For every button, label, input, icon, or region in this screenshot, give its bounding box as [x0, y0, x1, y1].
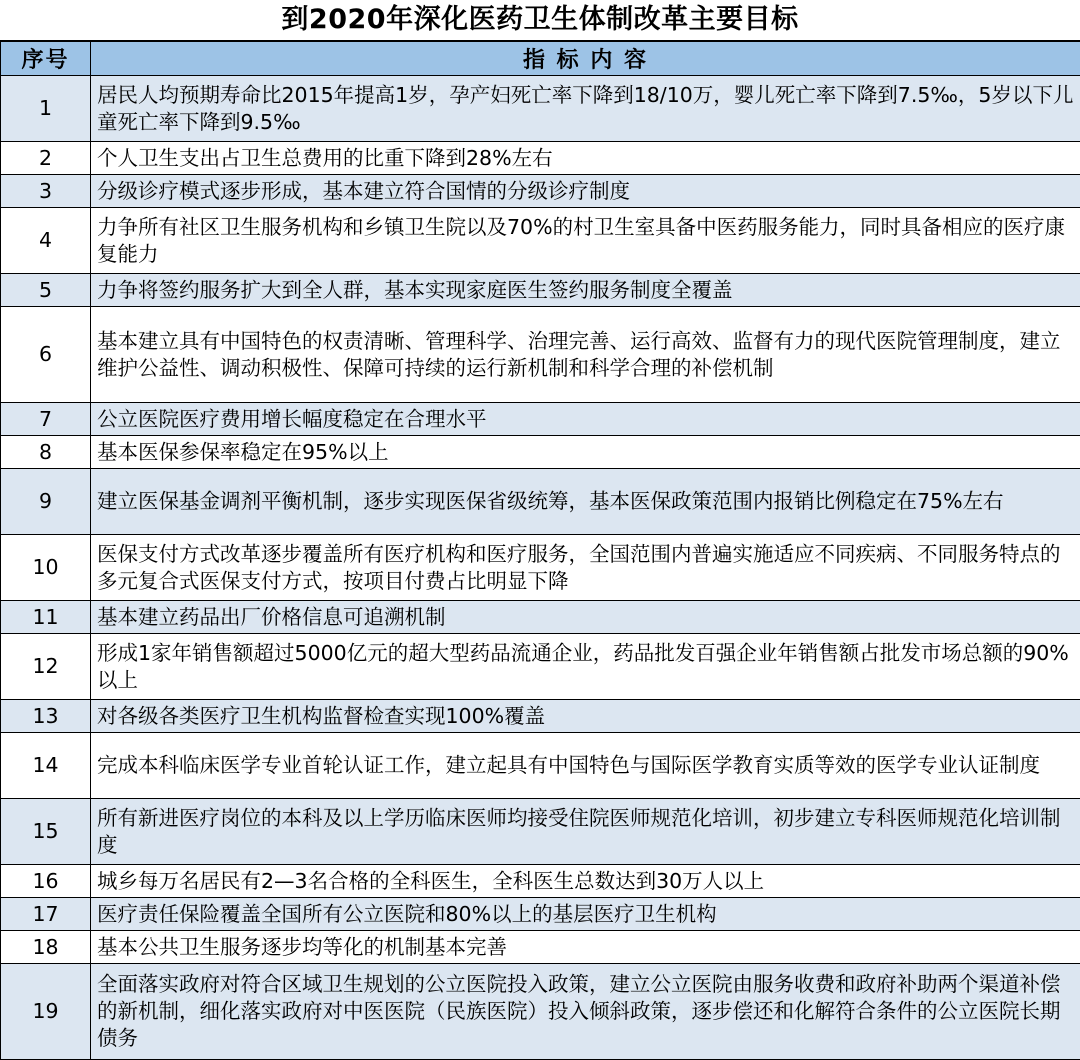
table-row: [1, 799, 1080, 865]
targets-table: [0, 41, 1080, 1060]
row-number: 9: [1, 469, 91, 535]
table-row: [1, 601, 1080, 634]
header-row: [1, 42, 1080, 76]
table-row: [1, 733, 1080, 799]
row-number: 15: [1, 799, 91, 865]
table-row: [1, 535, 1080, 601]
row-number: 1: [1, 76, 91, 142]
row-content: 所有新进医疗岗位的本科及以上学历临床医师均接受住院医师规范化培训，初步建立专科医师规范化培训制度: [91, 799, 1080, 865]
row-number: 18: [1, 931, 91, 964]
row-content: 基本医保参保率稳定在95%以上: [91, 436, 1080, 469]
row-content: 医疗责任保险覆盖全国所有公立医院和80%以上的基层医疗卫生机构: [91, 898, 1080, 931]
row-number: 12: [1, 634, 91, 700]
table-row: [1, 175, 1080, 208]
row-number: 10: [1, 535, 91, 601]
row-number: 5: [1, 274, 91, 307]
row-number: 6: [1, 307, 91, 403]
row-content: 力争所有社区卫生服务机构和乡镇卫生院以及70%的村卫生室具备中医药服务能力，同时具备相应的医疗康复能力: [91, 208, 1080, 274]
row-number: 8: [1, 436, 91, 469]
row-number: 2: [1, 142, 91, 175]
table-row: [1, 208, 1080, 274]
row-content: 医保支付方式改革逐步覆盖所有医疗机构和医疗服务，全国范围内普遍实施适应不同疾病、不同服务特点的多元复合式医保支付方式，按项目付费占比明显下降: [91, 535, 1080, 601]
table-row: [1, 469, 1080, 535]
row-content: 全面落实政府对符合区域卫生规划的公立医院投入政策，建立公立医院由服务收费和政府补助两个渠道补偿的新机制，细化落实政府对中医医院（民族医院）投入倾斜政策，逐步偿还和化解符合条件的公立医院长期债务: [91, 964, 1080, 1060]
row-content: 对各级各类医疗卫生机构监督检查实现100%覆盖: [91, 700, 1080, 733]
row-number: 3: [1, 175, 91, 208]
row-content: 形成1家年销售额超过5000亿元的超大型药品流通企业，药品批发百强企业年销售额占批发市场总额的90%以上: [91, 634, 1080, 700]
table-row: [1, 142, 1080, 175]
row-content: 力争将签约服务扩大到全人群，基本实现家庭医生签约服务制度全覆盖: [91, 274, 1080, 307]
row-content: 个人卫生支出占卫生总费用的比重下降到28%左右: [91, 142, 1080, 175]
table-row: [1, 274, 1080, 307]
table-row: [1, 931, 1080, 964]
row-content: 基本建立具有中国特色的权责清晰、管理科学、治理完善、运行高效、监督有力的现代医院管理制度，建立维护公益性、调动积极性、保障可持续的运行新机制和科学合理的补偿机制: [91, 307, 1080, 403]
table-row: [1, 307, 1080, 403]
table-title: 到2020年深化医药卫生体制改革主要目标: [0, 0, 1080, 41]
row-number: 17: [1, 898, 91, 931]
row-number: 16: [1, 865, 91, 898]
header-no: 序号: [1, 42, 91, 76]
header-content: 指 标 内 容: [91, 42, 1080, 76]
row-number: 4: [1, 208, 91, 274]
row-content: 分级诊疗模式逐步形成，基本建立符合国情的分级诊疗制度: [91, 175, 1080, 208]
table-row: [1, 436, 1080, 469]
table-row: [1, 898, 1080, 931]
row-content: 城乡每万名居民有2—3名合格的全科医生，全科医生总数达到30万人以上: [91, 865, 1080, 898]
row-content: 公立医院医疗费用增长幅度稳定在合理水平: [91, 403, 1080, 436]
table-row: [1, 403, 1080, 436]
table-row: [1, 76, 1080, 142]
table-row: [1, 865, 1080, 898]
row-number: 7: [1, 403, 91, 436]
row-number: 11: [1, 601, 91, 634]
row-content: 基本建立药品出厂价格信息可追溯机制: [91, 601, 1080, 634]
row-content: 建立医保基金调剂平衡机制，逐步实现医保省级统筹，基本医保政策范围内报销比例稳定在75%左右: [91, 469, 1080, 535]
row-content: 完成本科临床医学专业首轮认证工作，建立起具有中国特色与国际医学教育实质等效的医学专业认证制度: [91, 733, 1080, 799]
table-row: [1, 634, 1080, 700]
row-number: 14: [1, 733, 91, 799]
table-row: [1, 700, 1080, 733]
row-number: 19: [1, 964, 91, 1060]
row-content: 居民人均预期寿命比2015年提高1岁，孕产妇死亡率下降到18/10万，婴儿死亡率下降到7.5‰，5岁以下儿童死亡率下降到9.5‰: [91, 76, 1080, 142]
table-row: [1, 964, 1080, 1060]
row-content: 基本公共卫生服务逐步均等化的机制基本完善: [91, 931, 1080, 964]
row-number: 13: [1, 700, 91, 733]
